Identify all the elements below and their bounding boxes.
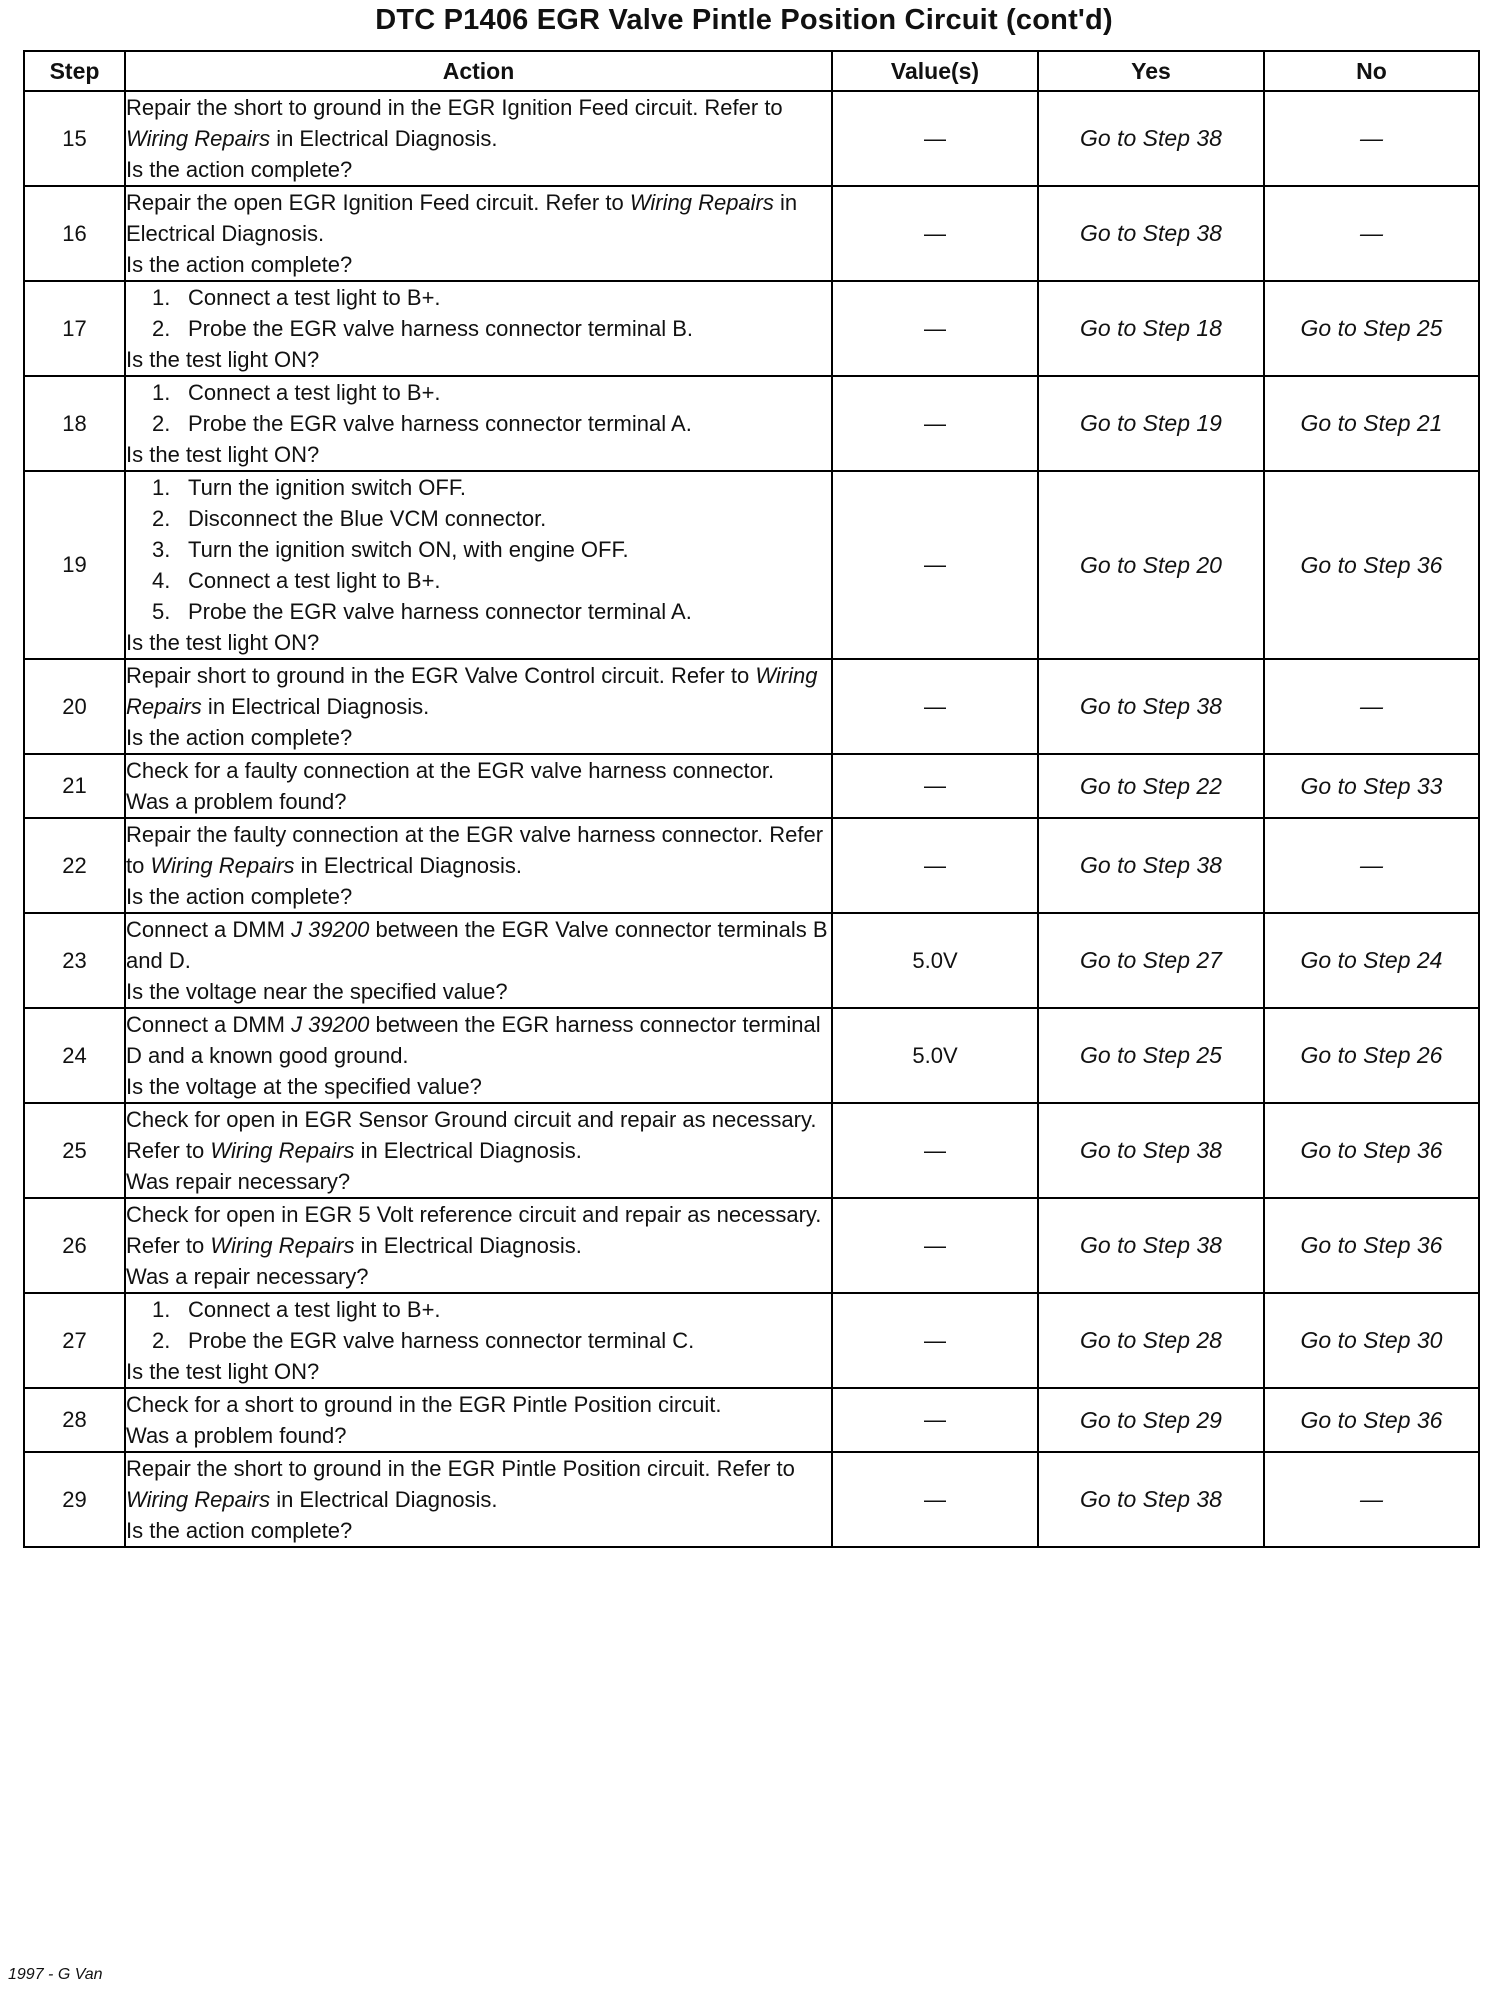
text-segment: Is the action complete? <box>126 157 353 182</box>
reference-text: Wiring Repairs <box>126 663 818 719</box>
reference-text: Wiring Repairs <box>210 1138 355 1163</box>
reference-text: J 39200 <box>291 917 370 942</box>
numbered-instruction <box>126 503 831 534</box>
yes-cell: Go to Step 38 <box>1038 1103 1264 1198</box>
text-segment: in Electrical Diagnosis. <box>354 1233 582 1258</box>
yes-cell: Go to Step 28 <box>1038 1293 1264 1388</box>
no-cell: Go to Step 33 <box>1264 754 1479 818</box>
text-segment: in Electrical Diagnosis. <box>126 190 798 246</box>
value-cell: — <box>832 1388 1038 1452</box>
action-cell <box>125 1452 832 1547</box>
action-cell <box>125 1388 832 1452</box>
table-row <box>24 471 1479 659</box>
text-segment: Check for a faulty connection at the EGR valve harness connector. <box>126 758 775 783</box>
action-text <box>126 344 831 375</box>
yes-cell: Go to Step 38 <box>1038 659 1264 754</box>
value-cell: 5.0V <box>832 1008 1038 1103</box>
action-text <box>126 660 831 722</box>
text-segment: in Electrical Diagnosis. <box>270 126 498 151</box>
text-segment: Repair short to ground in the EGR Valve Control circuit. Refer to <box>126 663 756 688</box>
table-row <box>24 1103 1479 1198</box>
step-number: 26 <box>24 1198 125 1293</box>
table-body <box>24 91 1479 1547</box>
numbered-instruction <box>126 313 831 344</box>
step-number: 15 <box>24 91 125 186</box>
reference-text: Wiring Repairs <box>126 126 271 151</box>
instruction-number: 2. <box>152 1328 171 1353</box>
instruction-number: 2. <box>152 316 171 341</box>
table-row <box>24 754 1479 818</box>
reference-text: Wiring Repairs <box>126 1487 271 1512</box>
text-segment: Is the test light ON? <box>126 630 320 655</box>
table-row <box>24 91 1479 186</box>
no-cell: Go to Step 30 <box>1264 1293 1479 1388</box>
text-segment: Was repair necessary? <box>126 1169 351 1194</box>
yes-cell: Go to Step 22 <box>1038 754 1264 818</box>
text-segment: Repair the short to ground in the EGR Ignition Feed circuit. Refer to <box>126 95 783 120</box>
diagnostic-table <box>23 50 1480 1548</box>
text-segment: between the EGR Valve connector terminals B and D. <box>126 917 828 973</box>
text-segment: Repair the short to ground in the EGR Pintle Position circuit. Refer to <box>126 1456 795 1481</box>
action-text <box>126 249 831 280</box>
text-segment: Was a problem found? <box>126 1423 347 1448</box>
numbered-instruction <box>126 534 831 565</box>
text-segment: Probe the EGR valve harness connector terminal A. <box>188 599 692 624</box>
text-segment: Check for a short to ground in the EGR Pintle Position circuit. <box>126 1392 722 1417</box>
step-number: 21 <box>24 754 125 818</box>
header-values: Value(s) <box>832 51 1038 91</box>
step-number: 22 <box>24 818 125 913</box>
text-segment: Is the test light ON? <box>126 347 320 372</box>
action-text <box>126 627 831 658</box>
action-text <box>126 154 831 185</box>
instruction-number: 1. <box>152 475 171 500</box>
yes-cell: Go to Step 38 <box>1038 818 1264 913</box>
action-text <box>126 722 831 753</box>
yes-cell: Go to Step 38 <box>1038 91 1264 186</box>
text-segment: Repair the faulty connection at the EGR valve harness connector. Refer to <box>126 822 824 878</box>
text-segment: Is the voltage at the specified value? <box>126 1074 482 1099</box>
action-cell <box>125 281 832 376</box>
no-cell: — <box>1264 91 1479 186</box>
text-segment: Connect a test light to B+. <box>188 285 441 310</box>
text-segment: Check for open in EGR Sensor Ground circuit and repair as necessary. Refer to <box>126 1107 817 1163</box>
value-cell: — <box>832 1293 1038 1388</box>
text-segment: Is the test light ON? <box>126 1359 320 1384</box>
numbered-instruction <box>126 282 831 313</box>
text-segment: in Electrical Diagnosis. <box>294 853 522 878</box>
numbered-instruction <box>126 1294 831 1325</box>
action-cell <box>125 186 832 281</box>
instruction-number: 4. <box>152 568 171 593</box>
table-row <box>24 1452 1479 1547</box>
footer-note: 1997 - G Van <box>8 1966 103 1983</box>
yes-cell: Go to Step 25 <box>1038 1008 1264 1103</box>
action-text <box>126 1389 831 1420</box>
action-cell <box>125 1008 832 1103</box>
action-text <box>126 1420 831 1451</box>
action-text <box>126 881 831 912</box>
action-cell <box>125 1103 832 1198</box>
no-cell: — <box>1264 818 1479 913</box>
no-cell: — <box>1264 1452 1479 1547</box>
action-text <box>126 1009 831 1071</box>
step-number: 25 <box>24 1103 125 1198</box>
header-step: Step <box>24 51 125 91</box>
instruction-number: 2. <box>152 506 171 531</box>
instruction-number: 1. <box>152 380 171 405</box>
yes-cell: Go to Step 20 <box>1038 471 1264 659</box>
reference-text: Wiring Repairs <box>629 190 774 215</box>
no-cell: Go to Step 36 <box>1264 1198 1479 1293</box>
value-cell: — <box>832 1452 1038 1547</box>
yes-cell: Go to Step 27 <box>1038 913 1264 1008</box>
action-text <box>126 92 831 154</box>
text-segment: Was a repair necessary? <box>126 1264 369 1289</box>
step-number: 23 <box>24 913 125 1008</box>
table-row <box>24 913 1479 1008</box>
table-row <box>24 1388 1479 1452</box>
value-cell: — <box>832 186 1038 281</box>
no-cell: — <box>1264 659 1479 754</box>
action-text <box>126 755 831 786</box>
instruction-number: 2. <box>152 411 171 436</box>
numbered-instruction <box>126 377 831 408</box>
yes-cell: Go to Step 18 <box>1038 281 1264 376</box>
action-text <box>126 1166 831 1197</box>
value-cell: — <box>832 91 1038 186</box>
value-cell: — <box>832 281 1038 376</box>
action-cell <box>125 1293 832 1388</box>
text-segment: in Electrical Diagnosis. <box>270 1487 498 1512</box>
action-text <box>126 819 831 881</box>
value-cell: — <box>832 376 1038 471</box>
numbered-instruction <box>126 596 831 627</box>
action-text <box>126 976 831 1007</box>
text-segment: Was a problem found? <box>126 789 347 814</box>
instruction-number: 1. <box>152 285 171 310</box>
no-cell: Go to Step 26 <box>1264 1008 1479 1103</box>
step-number: 19 <box>24 471 125 659</box>
text-segment: Is the action complete? <box>126 252 353 277</box>
table-row <box>24 281 1479 376</box>
numbered-instruction <box>126 1325 831 1356</box>
step-number: 24 <box>24 1008 125 1103</box>
action-text <box>126 1199 831 1261</box>
text-segment: Connect a DMM <box>126 917 292 942</box>
table-row <box>24 376 1479 471</box>
action-cell <box>125 913 832 1008</box>
action-cell <box>125 818 832 913</box>
yes-cell: Go to Step 38 <box>1038 186 1264 281</box>
text-segment: Is the action complete? <box>126 725 353 750</box>
yes-cell: Go to Step 29 <box>1038 1388 1264 1452</box>
header-action: Action <box>125 51 832 91</box>
action-cell <box>125 376 832 471</box>
no-cell: Go to Step 36 <box>1264 471 1479 659</box>
no-cell: Go to Step 21 <box>1264 376 1479 471</box>
no-cell: — <box>1264 186 1479 281</box>
numbered-instruction <box>126 408 831 439</box>
page-title: DTC P1406 EGR Valve Pintle Position Circuit (cont'd) <box>375 4 1113 36</box>
value-cell: — <box>832 818 1038 913</box>
step-number: 28 <box>24 1388 125 1452</box>
action-text <box>126 1515 831 1546</box>
text-segment: Is the voltage near the specified value? <box>126 979 508 1004</box>
instruction-number: 3. <box>152 537 171 562</box>
text-segment: in Electrical Diagnosis. <box>354 1138 582 1163</box>
text-segment: Connect a test light to B+. <box>188 380 441 405</box>
reference-text: Wiring Repairs <box>150 853 295 878</box>
action-text <box>126 786 831 817</box>
table-row <box>24 1293 1479 1388</box>
text-segment: Is the action complete? <box>126 1518 353 1543</box>
action-cell <box>125 91 832 186</box>
value-cell: — <box>832 659 1038 754</box>
value-cell: — <box>832 471 1038 659</box>
text-segment: Turn the ignition switch ON, with engine OFF. <box>188 537 629 562</box>
no-cell: Go to Step 24 <box>1264 913 1479 1008</box>
table-row <box>24 659 1479 754</box>
no-cell: Go to Step 36 <box>1264 1103 1479 1198</box>
table-row <box>24 186 1479 281</box>
text-segment: between the EGR harness connector terminal D and a known good ground. <box>126 1012 821 1068</box>
action-text <box>126 187 831 249</box>
text-segment: Is the action complete? <box>126 884 353 909</box>
table-row <box>24 1198 1479 1293</box>
yes-cell: Go to Step 19 <box>1038 376 1264 471</box>
action-cell <box>125 471 832 659</box>
text-segment: Connect a DMM <box>126 1012 292 1037</box>
instruction-number: 1. <box>152 1297 171 1322</box>
reference-text: Wiring Repairs <box>210 1233 355 1258</box>
value-cell: — <box>832 1103 1038 1198</box>
action-text <box>126 1071 831 1102</box>
text-segment: Disconnect the Blue VCM connector. <box>188 506 547 531</box>
text-segment: Repair the open EGR Ignition Feed circuit. Refer to <box>126 190 630 215</box>
yes-cell: Go to Step 38 <box>1038 1452 1264 1547</box>
text-segment: Connect a test light to B+. <box>188 568 441 593</box>
text-segment: Probe the EGR valve harness connector terminal C. <box>188 1328 695 1353</box>
action-text <box>126 1356 831 1387</box>
step-number: 18 <box>24 376 125 471</box>
step-number: 17 <box>24 281 125 376</box>
step-number: 16 <box>24 186 125 281</box>
header-yes: Yes <box>1038 51 1264 91</box>
action-cell <box>125 659 832 754</box>
action-text <box>126 1261 831 1292</box>
yes-cell: Go to Step 38 <box>1038 1198 1264 1293</box>
value-cell: 5.0V <box>832 913 1038 1008</box>
value-cell: — <box>832 754 1038 818</box>
step-number: 27 <box>24 1293 125 1388</box>
header-no: No <box>1264 51 1479 91</box>
text-segment: Probe the EGR valve harness connector terminal B. <box>188 316 694 341</box>
reference-text: J 39200 <box>291 1012 370 1037</box>
step-number: 20 <box>24 659 125 754</box>
text-segment: Turn the ignition switch OFF. <box>188 475 466 500</box>
action-text <box>126 1453 831 1515</box>
table-row <box>24 1008 1479 1103</box>
numbered-instruction <box>126 472 831 503</box>
value-cell: — <box>832 1198 1038 1293</box>
text-segment: Check for open in EGR 5 Volt reference circuit and repair as necessary. Refer to <box>126 1202 822 1258</box>
step-number: 29 <box>24 1452 125 1547</box>
no-cell: Go to Step 36 <box>1264 1388 1479 1452</box>
text-segment: Is the test light ON? <box>126 442 320 467</box>
action-text <box>126 1104 831 1166</box>
text-segment: Probe the EGR valve harness connector terminal A. <box>188 411 692 436</box>
action-text <box>126 914 831 976</box>
instruction-number: 5. <box>152 599 171 624</box>
table-row <box>24 818 1479 913</box>
text-segment: in Electrical Diagnosis. <box>201 694 430 719</box>
no-cell: Go to Step 25 <box>1264 281 1479 376</box>
action-cell <box>125 754 832 818</box>
text-segment: Connect a test light to B+. <box>188 1297 441 1322</box>
table-header-row <box>24 51 1479 91</box>
action-text <box>126 439 831 470</box>
action-cell <box>125 1198 832 1293</box>
numbered-instruction <box>126 565 831 596</box>
